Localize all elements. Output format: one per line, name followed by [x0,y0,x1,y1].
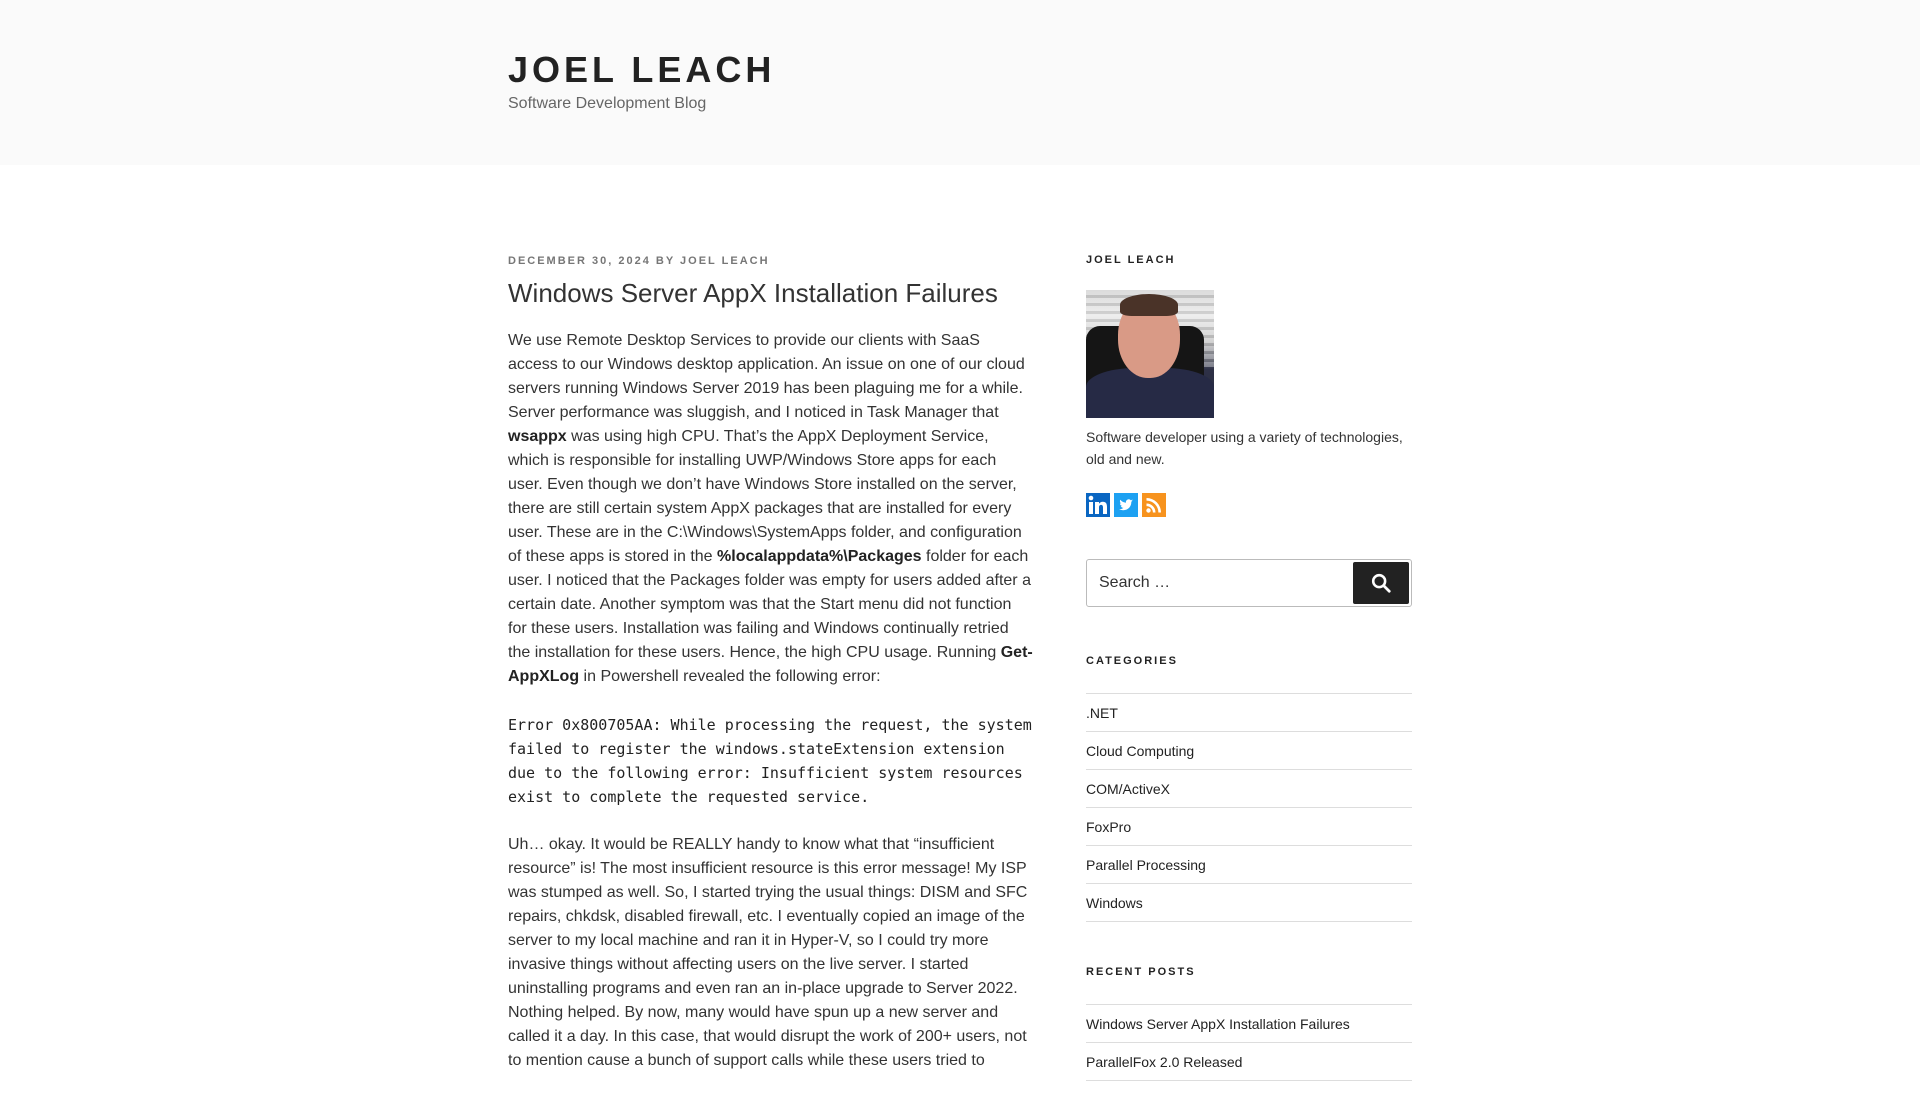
bold-get-appxlog: Get-AppXLog [508,644,1033,685]
category-link-cloud-computing[interactable]: Cloud Computing [1086,743,1195,759]
search-input[interactable] [1087,560,1347,606]
category-item [1086,846,1412,884]
category-item [1086,732,1412,770]
recent-posts-list [1086,1004,1412,1081]
category-link-dotnet[interactable]: .NET [1086,705,1118,721]
social-links [1086,493,1412,517]
categories-list [1086,693,1412,922]
rss-icon [1142,493,1166,517]
search-button[interactable] [1353,562,1409,604]
error-code-block: Error 0x800705AA: While processing the request, the system failed to register the windows.stateExtension extension due to the following error: Insufficient system resources exist to complete the requested service. [508,716,1041,806]
post-title: Windows Server AppX Installation Failures [508,278,998,308]
recent-post-link[interactable]: Windows Server AppX Installation Failures [1086,1016,1350,1032]
post-meta [508,252,1033,270]
categories-widget [1086,653,1412,922]
bold-packages-path: %localappdata%\Packages [717,548,922,565]
sidebar [1086,252,1412,1081]
search-form [1086,559,1412,607]
search-icon [1370,572,1392,594]
twitter-icon [1114,493,1138,517]
recent-post-link[interactable]: ParallelFox 2.0 Released [1086,1054,1243,1070]
post-date-link[interactable]: DECEMBER 30, 2024 [508,255,651,267]
post-body [508,329,1041,1073]
post-author-link[interactable]: JOEL LEACH [680,255,770,267]
linkedin-link[interactable] [1086,493,1110,517]
paragraph-1 [508,329,1033,689]
paragraph-2: Uh… okay. It would be REALLY handy to know what that “insufficient resource” is! The most insufficient resource is this error message! My ISP was stumped as well. So, I started trying the usual things: DISM and SFC repairs, chkdsk, disabled firewall, etc. I eventually copied an image of the server to my local machine and ran it in Hyper-V, so I could try more invasive things without affecting users on the live server. I started uninstalling programs and even ran an in-place upgrade to Server 2022. Nothing helped. By now, many would have spun up a new server and called it a day. In this case, that would disrupt the work of 200+ users, not to mention cause a bunch of support calls while these users tried to [508,836,1028,1069]
category-link-foxpro[interactable]: FoxPro [1086,819,1132,835]
text-run: folder for each user. I noticed that the Packages folder was empty for users added after a certain date. Another symptom was that the Start menu did not function for these users. Installation was failing and Windows continually retried the installation for these users. Hence, the high CPU usage. Running [508,548,1031,661]
twitter-link[interactable] [1114,493,1138,517]
category-item [1086,884,1412,922]
categories-title: CATEGORIES [1086,655,1178,667]
author-photo [1086,290,1214,418]
category-item [1086,770,1412,808]
category-item [1086,694,1412,732]
category-link-parallel-processing[interactable]: Parallel Processing [1086,857,1206,873]
post-article [508,252,1041,1073]
about-widget-title: JOEL LEACH [1086,254,1176,266]
by-label: BY [655,255,675,267]
site-tagline: Software Development Blog [508,95,707,112]
text-run: was using high CPU. That’s the AppX Deployment Service, which is responsible for installing UWP/Windows Store apps for each user. Even though we don’t have Windows Store installed on the server, there are still certain system AppX packages that are installed for every user. These are in the C:\Windows\SystemApps folder, and configuration of these apps is stored in the [508,428,1022,565]
text-run: We use Remote Desktop Services to provide our clients with SaaS access to our Windows desktop application. An issue on one of our cloud servers running Windows Server 2019 has been plaguing me for a while. Server performance was sluggish, and I noticed in Task Manager that [508,332,1025,421]
site-header [0,0,1920,165]
rss-link[interactable] [1142,493,1166,517]
main-content [508,252,1041,1097]
about-widget [1086,252,1412,517]
category-link-windows[interactable]: Windows [1086,895,1143,911]
category-link-com-activex[interactable]: COM/ActiveX [1086,781,1171,797]
site-title-link[interactable]: JOEL LEACH [508,49,776,90]
recent-posts-title: RECENT POSTS [1086,966,1196,978]
recent-post-item [1086,1005,1412,1043]
category-item [1086,808,1412,846]
recent-posts-widget [1086,964,1412,1081]
bold-wsappx: wsappx [508,428,567,445]
linkedin-icon [1086,493,1110,517]
text-run: in Powershell revealed the following error: [579,668,881,685]
author-bio: Software developer using a variety of technologies, old and new. [1086,429,1403,467]
recent-post-item [1086,1043,1412,1081]
